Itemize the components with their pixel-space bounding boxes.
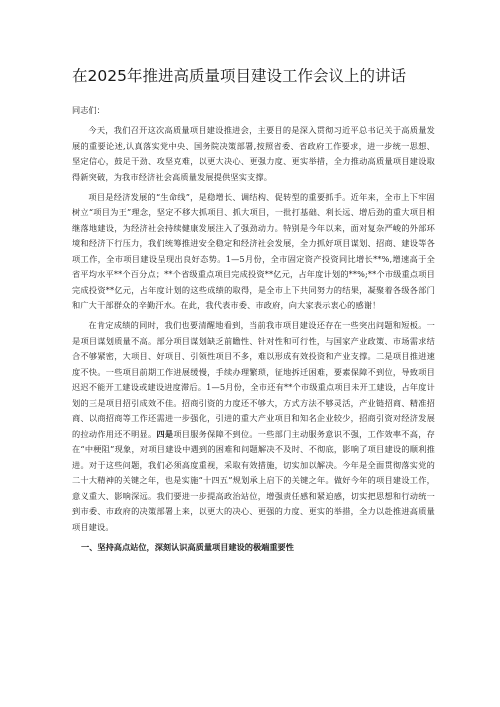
greeting: 同志们： [72, 105, 105, 115]
paragraph-achievements: 项目是经济发展的“生命线”，是稳增长、调结构、促转型的重要抓手。近年来，全市上下牢固树立“项目为王”理念，坚定不移大抓项目、抓大项目，一批打基础、利长远、增后劲的重大项目相继落地建设，为经济社会持续健康发展注入了强劲动力。特别是今年以来，面对复杂严峻的外部环境和经济下行压力，我们统筹推进安全稳定和经济社会发展，全力抓好项目谋划、招商、建设等各项工作，全市项目建设呈现出良好态势。1—5月份，全市固定资产投资同比增长**%,增速高于全省平均水平**个百分点；**个省级重点项目完成投资**亿元，占年度计划的**%;**个市级重点项目完成投资**亿元，占年度计划的这些成绩的取得，是全市上下共同努力的结果，凝聚着各级各部门和广大干部群众的辛勤汗水。在此，我代表市委、市政府，向大家表示衷心的感谢！ [72, 191, 435, 310]
document-body [72, 123, 435, 555]
problems-bold-marker: 四是 [156, 428, 174, 439]
problems-text-part-2: 项目服务保障不到位。一些部门主动服务意识不强，工作效率不高，存在“中梗阻”现象，对项目建设中遇到的困难和问题解决不及时、不彻底，影响了项目建设的顺利推进。对于这些问题，我们必须高度重视，采取有效措施，切实加以解决。今年是全面贯彻落实党的二十大精神的关键之年，也是实施“十四五”规划承上启下的关键之年。做好今年的项目建设工作，意义重大、影响深远。我们要进一步提高政治站位，增强责任感和紧迫感，切实把思想和行动统一到市委、市政府的决策部署上来，以更大的决心、更强的力度、更实的举措，全力以赴推进高质量项目建设。 [72, 428, 435, 532]
problems-text-part-1: 在肯定成绩的同时，我们也要清醒地看到，当前我市项目建设还存在一些突出问题和短板。一是项目谋划质量不高。部分项目谋划缺乏前瞻性、针对性和可行性，与国家产业政策、市场需求结合不够紧密，大项目、好项目、引领性项目不多，难以形成有效投资和产业支撑。二是项目推进速度不快。一些项目前期工作进展缓慢，手续办理繁琐，征地拆迁困难，要素保障不到位，导致项目迟迟不能开工建设或建设进度滞后。1—5月份，全市还有**个市级重点项目未开工建设，占年度计划的三是项目招引成效不佳。招商引资的力度还不够大，方式方法不够灵活，产业链招商、精准招商、以商招商等工作还需进一步强化，引进的重大产业项目和知名企业较少，招商引资对经济发展的拉动作用还不明显。 [72, 320, 435, 439]
paragraph-intro: 今天，我们召开这次高质量项目建设推进会，主要目的是深入贯彻习近平总书记关于高质量发展的重要论述,认真落实党中央、国务院决策部署,按照省委、省政府工作要求，进一步统一思想、坚定信心，鼓足干劲、攻坚克难，以更大决心、更强力度、更实举措，全力推动高质量项目建设取得新突破，为我市经济社会高质量发展提供坚实支撑。 [72, 125, 435, 182]
section-heading: 一、坚持高点站位，深刻认识高质量项目建设的极端重要性 [81, 541, 294, 552]
paragraph-problems [72, 318, 435, 535]
document-title: 在2025年推进高质量项目建设工作会议上的讲话 [72, 67, 406, 85]
